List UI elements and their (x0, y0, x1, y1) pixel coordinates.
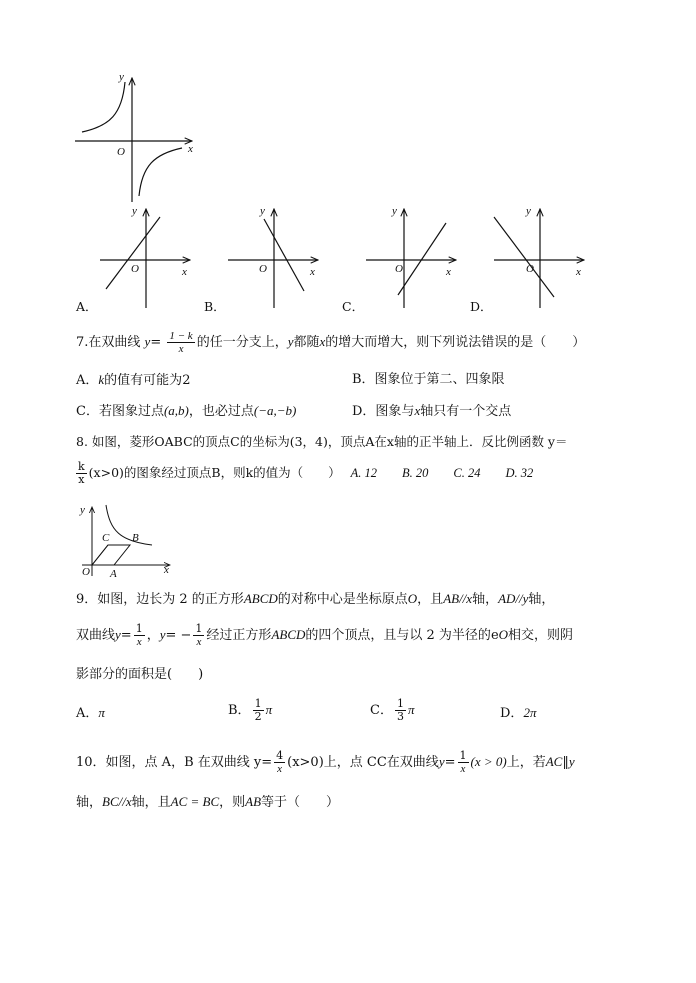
svg-text:x: x (164, 564, 169, 576)
question-7: 7.在双曲线 y= $\frac{1 - k}{x}$ 的任一分支上，y都随x的增大而增大，则下列说法错误的是（ ） (76, 330, 586, 355)
svg-text:y: y (526, 205, 531, 217)
x-label: x (188, 143, 193, 155)
option-a-label: A． (76, 299, 98, 314)
option-d-label: D． (470, 299, 493, 314)
option-b-label: B． (204, 299, 226, 314)
question-8-line2: $\frac{k}{x}$ (x>0)的图象经过顶点B，则k的值为（ ） A. 12 B. 20 C. 24 D. 32 (78, 460, 534, 486)
svg-text:C: C (102, 532, 110, 544)
q7-option-d: D．图象与x轴只有一个交点 (352, 403, 512, 419)
y-label: y (119, 71, 124, 83)
q9-option-d: D．2π (500, 705, 537, 721)
svg-text:x: x (182, 266, 187, 278)
q9-option-c: C． $\frac{1}{3}$ π (370, 697, 415, 723)
svg-text:y: y (132, 205, 137, 217)
question-10-line2: 轴，BC//x轴，且AC = BC，则AB等于（ ） (76, 794, 340, 810)
svg-text:O: O (259, 263, 267, 275)
svg-text:O: O (395, 263, 403, 275)
option-c-graph (362, 205, 462, 310)
q7-option-a: A．k的值有可能为2 (76, 372, 191, 388)
rhombus-figure (76, 503, 176, 578)
hyperbola-figure-top (70, 70, 200, 205)
line-graph (106, 217, 160, 289)
svg-text:x: x (310, 266, 315, 278)
question-8-line1: 8. 如图，菱形OABC的顶点C的坐标为(3，4)，顶点A在x轴的正半轴上．反比例函数 y＝ (76, 434, 568, 449)
option-a-graph (96, 205, 196, 310)
question-9-line1: 9．如图，边长为 2 的正方形ABCD的对称中心是坐标原点O，且AB//x轴，AD//y轴， (76, 591, 555, 607)
rhombus-oabc (92, 545, 130, 565)
option-b-graph (224, 205, 324, 310)
hyperbola-branch-upper-left (82, 82, 125, 132)
origin-label: O (117, 146, 125, 158)
line-graph (264, 219, 304, 291)
svg-text:B: B (132, 532, 139, 544)
hyperbola-curve (106, 505, 152, 545)
svg-text:x: x (576, 266, 581, 278)
q9-option-a: A．π (76, 705, 105, 721)
svg-text:O: O (131, 263, 139, 275)
svg-text:y: y (80, 504, 85, 516)
svg-text:y: y (392, 205, 397, 217)
line-graph (494, 217, 554, 297)
svg-text:y: y (260, 205, 265, 217)
option-c-label: C． (342, 299, 365, 314)
svg-text:A: A (110, 568, 117, 580)
question-9-line3: 影部分的面积是( ) (76, 667, 204, 682)
svg-text:O: O (526, 263, 534, 275)
option-d-graph (490, 205, 590, 310)
svg-text:x: x (446, 266, 451, 278)
svg-text:O: O (82, 566, 90, 578)
fraction-1-minus-k-over-x: $\frac{1 - k}{x}$ (169, 330, 193, 355)
q7-option-c: C．若图象过点(a,b)，也必过点(−a,−b) (76, 403, 297, 419)
question-9-line2: 双曲线y= $\frac{1}{x}$ ，y= − $\frac{1}{x}$ 经过正方形ABCD的四个顶点，且与以 2 为半径的eO相交，则阴 (76, 622, 574, 648)
fraction-k-over-x: $\frac{k}{x}$ (78, 460, 85, 486)
line-graph (398, 223, 446, 295)
q7-option-b: B．图象位于第二、四象限 (352, 372, 505, 387)
hyperbola-branch-lower-right (139, 148, 182, 196)
question-10-line1: 10．如图，点 A，B 在双曲线 y= $\frac{4}{x}$ (x>0)上，点 CC在双曲线y= $\frac{1}{x}$ (x > 0)上，若AC‖y (76, 749, 575, 775)
q9-option-b: B． $\frac{1}{2}$ π (228, 697, 273, 723)
